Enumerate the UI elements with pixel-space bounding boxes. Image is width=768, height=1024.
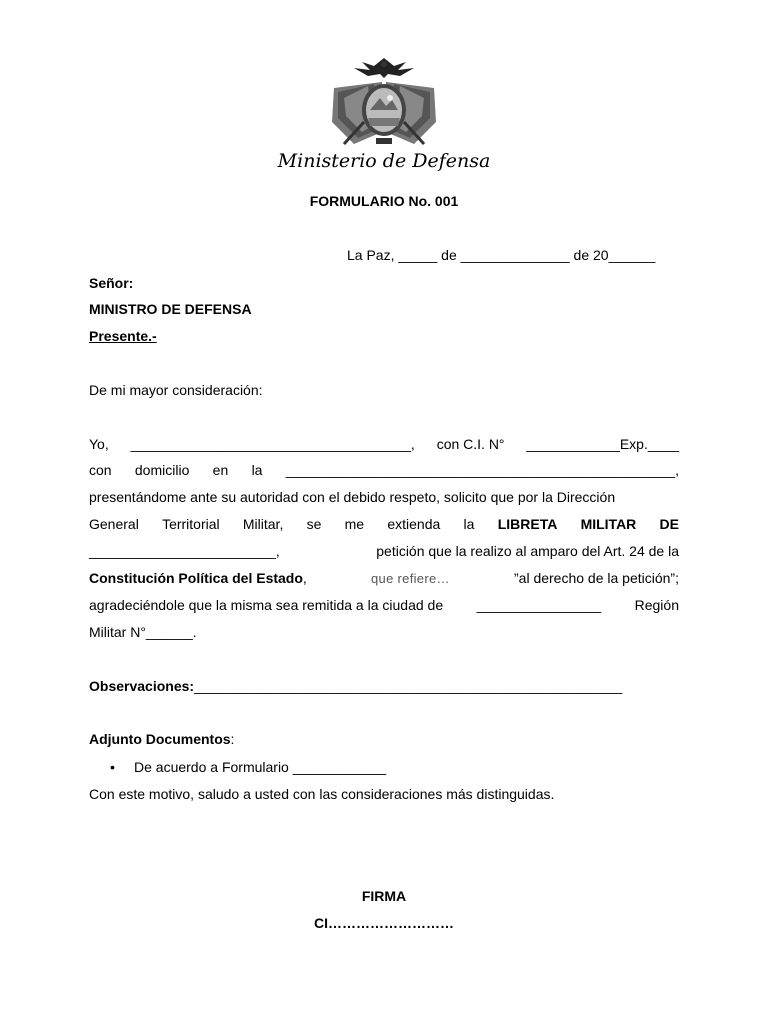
body-line-6: Constitución Política del Estado, que refiere… ”al derecho de la petición”; [89,570,679,586]
adjunto-label: Adjunto Documentos [89,731,231,747]
adjunto-item: De acuerdo a Formulario ____________ [134,759,387,775]
salutation: De mi mayor consideración: [89,382,263,398]
bullet-icon: • [110,759,115,775]
closing: Con este motivo, saludo a usted con las consideraciones más distinguidas. [89,786,555,802]
body-line-5: ________________________, petición que la realizo al amparo del Art. 24 de la [89,543,679,559]
recipient-presente: Presente.- [89,328,157,344]
body-line-3: presentándome ante su autoridad con el debido respeto, solicito que por la Dirección [89,489,616,505]
signature-firma: FIRMA [361,888,407,904]
coat-of-arms-icon [324,52,444,152]
ministry-name: Ministerio de Defensa [277,150,491,172]
form-title: FORMULARIO No. 001 [309,193,459,209]
observaciones [89,678,622,695]
observaciones-label: Observaciones: [89,678,195,694]
body-line-2: con domicilio en la __________________________________________________, [89,462,679,478]
body-line-4: General Territorial Militar, se me extienda la LIBRETA MILITAR DE [89,516,679,532]
recipient-greeting: Señor: [89,275,134,291]
adjunto: Adjunto Documentos: [89,731,235,747]
recipient-title: MINISTRO DE DEFENSA [89,301,252,317]
body-line-8: Militar N°______. [89,624,197,640]
signature-ci: CI……………………… [314,915,454,931]
body-line-1: Yo, ____________________________________, con C.I. N° ____________Exp.____ [89,436,679,452]
date-line: La Paz, _____ de ______________ de 20______ [347,247,656,263]
observaciones-line: _______________________________________________________ [194,678,623,694]
body-line-7: agradeciéndole que la misma sea remitida a la ciudad de ________________ Región [89,597,679,613]
